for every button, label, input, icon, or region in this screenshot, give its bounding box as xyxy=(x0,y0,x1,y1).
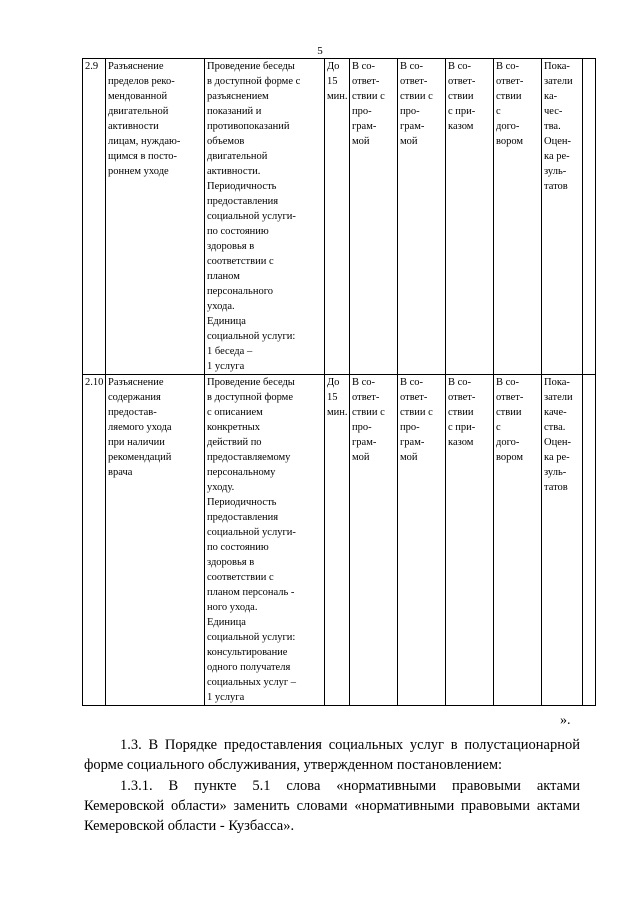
service-name-cell xyxy=(106,375,205,706)
empty-cell xyxy=(583,375,596,706)
cell-line: ствии xyxy=(496,91,522,102)
cell-line: здоровья в xyxy=(207,557,255,568)
cell-line: по состоянию xyxy=(207,542,269,553)
cell-line: разъяснением xyxy=(207,91,269,102)
service-number-cell xyxy=(83,375,106,706)
cell-line: ства. xyxy=(544,422,566,433)
services-table-body xyxy=(83,59,596,706)
cell-line: персонального xyxy=(207,286,274,297)
cell-line: планом персональ - xyxy=(207,587,295,598)
cell-line: с при- xyxy=(448,106,476,117)
cell-line: ответ- xyxy=(496,76,524,87)
cell-line: персональному xyxy=(207,467,276,478)
cell-line: соответствии с xyxy=(207,256,274,267)
cell-line: пределов реко- xyxy=(108,76,175,87)
service-time-cell xyxy=(325,59,350,375)
cell-line: ствии с xyxy=(400,407,433,418)
cell-line: Периодичность xyxy=(207,497,277,508)
cell-line: двигательной xyxy=(207,151,268,162)
cell-line: консультирование xyxy=(207,647,288,658)
cell-line: Пока- xyxy=(544,61,570,72)
cell-line: 2.10 xyxy=(85,377,104,388)
table-row xyxy=(83,375,596,706)
quality-indicators-cell xyxy=(542,59,583,375)
cell-line: социальной услуги: xyxy=(207,331,296,342)
cell-line: мой xyxy=(400,452,418,463)
cell-line: планом xyxy=(207,271,240,282)
standard-order-cell xyxy=(446,59,494,375)
cell-line: ствии xyxy=(496,407,522,418)
service-description-cell xyxy=(205,59,325,375)
cell-line: До xyxy=(327,61,340,72)
cell-line: В со- xyxy=(400,377,424,388)
cell-line: грам- xyxy=(352,437,377,448)
cell-line: 15 xyxy=(327,76,338,87)
cell-line: каче- xyxy=(544,407,567,418)
cell-line: ответ- xyxy=(448,76,476,87)
cell-line: про- xyxy=(400,422,420,433)
paragraph-1-3 xyxy=(84,735,580,775)
cell-line: с xyxy=(496,106,501,117)
cell-line: вором xyxy=(496,452,524,463)
standard-contract-cell xyxy=(494,59,542,375)
cell-line: по состоянию xyxy=(207,226,269,237)
cell-line: Единица xyxy=(207,316,246,327)
standard-program-cell xyxy=(398,375,446,706)
paragraph-line: 1.3.1. В пункте 5.1 слова «нормативными правовыми актами xyxy=(120,778,580,794)
cell-line: ка- xyxy=(544,91,558,102)
services-table xyxy=(82,58,596,706)
cell-line: дого- xyxy=(496,437,520,448)
cell-line: 1 беседа – xyxy=(207,346,253,357)
cell-line: Проведение беседы xyxy=(207,61,295,72)
cell-line: ухода. xyxy=(207,301,235,312)
cell-line: показаний и xyxy=(207,106,262,117)
cell-line: Периодичность xyxy=(207,181,277,192)
cell-line: дого- xyxy=(496,121,520,132)
cell-line: зуль- xyxy=(544,467,567,478)
cell-line: чес- xyxy=(544,106,563,117)
cell-line: с описанием xyxy=(207,407,263,418)
cell-line: конкретных xyxy=(207,422,260,433)
cell-line: объемов xyxy=(207,136,245,147)
cell-line: при наличии xyxy=(108,437,165,448)
cell-line: В со- xyxy=(448,377,472,388)
cell-line: врача xyxy=(108,467,133,478)
cell-line: предоставления xyxy=(207,196,279,207)
cell-line: затели xyxy=(544,76,573,87)
cell-line: ствии с xyxy=(352,407,385,418)
cell-line: одного получателя xyxy=(207,662,291,673)
cell-line: ответ- xyxy=(352,76,380,87)
cell-line: с xyxy=(496,422,501,433)
cell-line: мендованной xyxy=(108,91,168,102)
cell-line: В со- xyxy=(352,61,376,72)
cell-line: До xyxy=(327,377,340,388)
cell-line: ответ- xyxy=(448,392,476,403)
cell-line: рекомендаций xyxy=(108,452,172,463)
cell-line: активности xyxy=(108,121,159,132)
service-name-cell xyxy=(106,59,205,375)
cell-line: ствии с xyxy=(400,91,433,102)
cell-line: вором xyxy=(496,136,524,147)
cell-line: предоставления xyxy=(207,512,279,523)
cell-line: активности. xyxy=(207,166,261,177)
cell-line: мой xyxy=(400,136,418,147)
service-time-cell xyxy=(325,375,350,706)
cell-line: В со- xyxy=(352,377,376,388)
cell-line: ляемого ухода xyxy=(108,422,172,433)
cell-line: татов xyxy=(544,181,568,192)
cell-line: тва. xyxy=(544,121,561,132)
cell-line: казом xyxy=(448,437,474,448)
cell-line: двигательной xyxy=(108,106,169,117)
cell-line: мин. xyxy=(327,407,348,418)
cell-line: соответствии с xyxy=(207,572,274,583)
cell-line: 15 xyxy=(327,392,338,403)
paragraph-line: форме социального обслуживания, утвержденном постановлением: xyxy=(84,757,503,773)
quality-indicators-cell xyxy=(542,375,583,706)
cell-line: Проведение беседы xyxy=(207,377,295,388)
closing-quote-mark: ». xyxy=(560,713,571,728)
cell-line: ного ухода. xyxy=(207,602,258,613)
paragraph-line: 1.3. В Порядке предоставления социальных услуг в полустационарной xyxy=(120,737,580,753)
service-number-cell xyxy=(83,59,106,375)
cell-line: социальных услуг – xyxy=(207,677,297,688)
cell-line: ка ре- xyxy=(544,452,570,463)
cell-line: про- xyxy=(352,422,372,433)
cell-line: про- xyxy=(352,106,372,117)
cell-line: мой xyxy=(352,136,370,147)
cell-line: щимся в посто- xyxy=(108,151,178,162)
cell-line: социальной услуги- xyxy=(207,527,296,538)
paragraph-line: Кемеровской области - Кузбасса». xyxy=(84,818,295,834)
cell-line: ствии с xyxy=(352,91,385,102)
service-description-cell xyxy=(205,375,325,706)
cell-line: Оцен- xyxy=(544,136,571,147)
cell-line: татов xyxy=(544,482,568,493)
cell-line: В со- xyxy=(400,61,424,72)
empty-cell xyxy=(583,59,596,375)
cell-line: затели xyxy=(544,392,573,403)
cell-line: роннем уходе xyxy=(108,166,169,177)
cell-line: ка ре- xyxy=(544,151,570,162)
cell-line: В со- xyxy=(496,377,520,388)
cell-line: 1 услуга xyxy=(207,361,245,372)
cell-line: Единица xyxy=(207,617,246,628)
standard-program-cell xyxy=(350,375,398,706)
cell-line: 1 услуга xyxy=(207,692,245,703)
cell-line: ответ- xyxy=(400,76,428,87)
cell-line: ответ- xyxy=(496,392,524,403)
cell-line: лицам, нуждаю- xyxy=(108,136,181,147)
cell-line: предостав- xyxy=(108,407,157,418)
cell-line: в доступной форме xyxy=(207,392,293,403)
cell-line: грам- xyxy=(400,437,425,448)
cell-line: ответ- xyxy=(352,392,380,403)
cell-line: действий по xyxy=(207,437,262,448)
cell-line: казом xyxy=(448,121,474,132)
cell-line: В со- xyxy=(496,61,520,72)
cell-line: уходу. xyxy=(207,482,235,493)
cell-line: Оцен- xyxy=(544,437,571,448)
standard-program-cell xyxy=(350,59,398,375)
standard-order-cell xyxy=(446,375,494,706)
cell-line: Пока- xyxy=(544,377,570,388)
cell-line: Разъяснение xyxy=(108,377,164,388)
page-number: 5 xyxy=(317,45,323,57)
paragraph-line: Кемеровской области» заменить словами «нормативными правовыми актами xyxy=(84,798,580,814)
cell-line: В со- xyxy=(448,61,472,72)
cell-line: зуль- xyxy=(544,166,567,177)
standard-contract-cell xyxy=(494,375,542,706)
cell-line: предоставляемому xyxy=(207,452,291,463)
table-row xyxy=(83,59,596,375)
cell-line: социальной услуги: xyxy=(207,632,296,643)
paragraph-1-3-1 xyxy=(84,776,580,836)
cell-line: ответ- xyxy=(400,392,428,403)
cell-line: противопоказаний xyxy=(207,121,290,132)
cell-line: содержания xyxy=(108,392,161,403)
cell-line: 2.9 xyxy=(85,61,99,72)
cell-line: грам- xyxy=(352,121,377,132)
cell-line: здоровья в xyxy=(207,241,255,252)
standard-program-cell xyxy=(398,59,446,375)
cell-line: ствии xyxy=(448,407,474,418)
cell-line: про- xyxy=(400,106,420,117)
cell-line: Разъяснение xyxy=(108,61,164,72)
cell-line: ствии xyxy=(448,91,474,102)
cell-line: грам- xyxy=(400,121,425,132)
cell-line: с при- xyxy=(448,422,476,433)
cell-line: в доступной форме с xyxy=(207,76,301,87)
cell-line: мин. xyxy=(327,91,348,102)
cell-line: мой xyxy=(352,452,370,463)
cell-line: социальной услуги- xyxy=(207,211,296,222)
